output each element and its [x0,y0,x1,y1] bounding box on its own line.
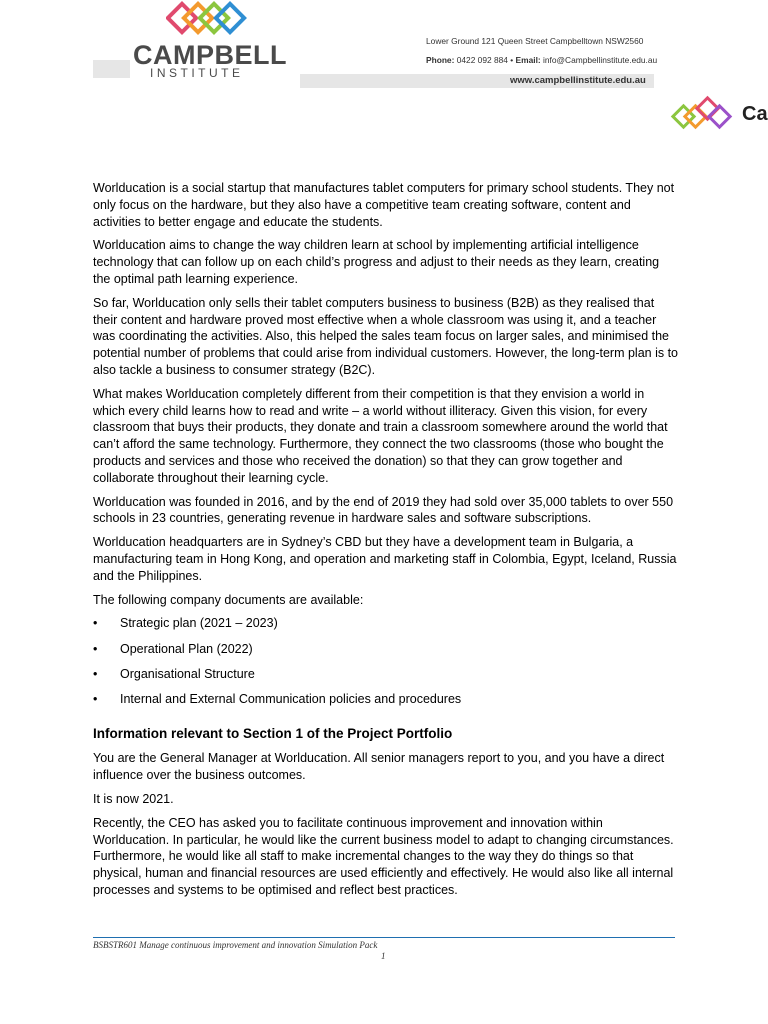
paragraph: Worlducation aims to change the way children learn at school by implementing artificial intelligence technology that can follow up on each child’s progress and adjust to their needs as they learn, creating the optimal path learning experience. [93,238,660,286]
address: Lower Ground 121 Queen Street Campbelltown NSW2560 [426,36,644,46]
email-address[interactable]: info@Campbellinstitute.edu.au [543,55,658,65]
website-link[interactable]: www.campbellinstitute.edu.au [510,75,646,86]
campbell-institute-logo [128,0,288,80]
page-number: 1 [381,951,386,961]
list-item: • Strategic plan (2021 – 2023) [93,615,678,632]
section-heading: Information relevant to Section 1 of the Project Portfolio [93,725,453,741]
phone-label: Phone: [426,55,455,65]
secondary-logo-chain-icon [670,95,740,139]
logo-subtitle: INSTITUTE [150,66,244,80]
list-item: • Internal and External Communication policies and procedures [93,691,678,708]
documents-list [93,615,678,707]
logo-name: CAMPBELL [133,40,287,70]
separator: • [510,55,514,65]
document-body [93,180,678,906]
paragraph: Worlducation was founded in 2016, and by the end of 2019 they had sold over 35,000 tablets to over 550 schools in 23 countries, generating revenue in hardware sales and software subscriptions. [93,494,674,526]
phone-email-line [426,55,657,65]
paragraph: Worlducation is a social startup that manufactures tablet computers for primary school students. They not only focus on the hardware, but they also have a competitive team creating software, content and activities to better engage and educate the students. [93,181,675,229]
paragraph: Worlducation headquarters are in Sydney’s CBD but they have a development team in Bulgaria, a manufacturing team in Hong Kong, and operation and marketing staff in Colombia, Egypt, Iceland, Russia and the Philippines. [93,535,677,583]
paragraph: What makes Worlducation completely different from their competition is that they envision a world in which every child learns how to read and write – a world without illiteracy. Given this vision, for every classroom that buys their products, they donate and train a classroom somewhere around the world that can’t afford the same technology. Furthermore, they connect the two classrooms (those who bought the products and services and those who received the donation) so that they can grow together and collaborate throughout their learning cycle. [93,386,668,485]
paragraph: The following company documents are available: [93,592,364,607]
list-item: • Organisational Structure [93,666,678,683]
secondary-logo-text: Ca [742,103,768,125]
footer-text: BSBSTR601 Manage continuous improvement and innovation Simulation Pack [93,940,378,950]
list-item: • Operational Plan (2022) [93,641,678,658]
footer-divider [93,937,675,938]
paragraph: Recently, the CEO has asked you to facilitate continuous improvement and innovation within Worlducation. In particular, he would like the current business model to adapt to changing circumstances. Furthermore, he would like all staff to make incremental changes to the way they do things so that physical, human and financial resources are used efficiently and effectively. He would also like all internal processes and systems to be optimised and reflect best practices. [93,815,674,898]
paragraph: So far, Worlducation only sells their tablet computers business to business (B2B) as they realised that their content and hardware proved most effective when a whole classroom was using it, and a teacher was coordinating the activities. Also, this helped the sales team focus on larger sales, and minimised the potential number of problems that could arise from individual customers. However, the long-term plan is to also tackle a business to consumer strategy (B2C). [93,295,679,377]
email-label: Email: [515,55,541,65]
phone-number: 0422 092 884 [456,55,508,65]
header-grey-block [93,60,130,78]
paragraph: You are the General Manager at Worlducation. All senior managers report to you, and you have a direct influence over the business outcomes. [93,751,665,783]
paragraph: It is now 2021. [93,792,174,807]
logo-chain-icon [166,0,250,40]
secondary-logo [670,95,768,139]
